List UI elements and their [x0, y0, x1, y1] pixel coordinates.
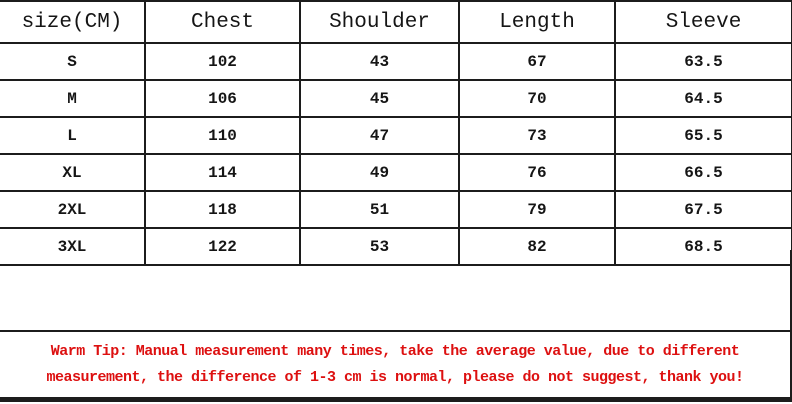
- size-cell: 3XL: [0, 228, 145, 265]
- size-cell: M: [0, 80, 145, 117]
- warning-text-line2: measurement, the difference of 1-3 cm is normal, please do not suggest, thank you!: [46, 368, 744, 386]
- table-row-s: [0, 43, 792, 80]
- sleeve-cell: 66.5: [615, 154, 792, 191]
- table-row-m: [0, 80, 792, 117]
- chest-cell: 122: [145, 228, 300, 265]
- chest-cell: 118: [145, 191, 300, 228]
- size-cell: S: [0, 43, 145, 80]
- length-cell: 67: [459, 43, 615, 80]
- shoulder-cell: 53: [300, 228, 459, 265]
- sleeve-cell: 65.5: [615, 117, 792, 154]
- sleeve-cell: 68.5: [615, 228, 792, 265]
- sleeve-cell: 63.5: [615, 43, 792, 80]
- size-cell: XL: [0, 154, 145, 191]
- chest-cell: 106: [145, 80, 300, 117]
- header-chest: Chest: [145, 1, 300, 43]
- table-row-3xl: [0, 228, 792, 265]
- chest-cell: 110: [145, 117, 300, 154]
- warning-box: [0, 330, 792, 402]
- header-length: Length: [459, 1, 615, 43]
- chest-cell: 114: [145, 154, 300, 191]
- shoulder-cell: 51: [300, 191, 459, 228]
- sleeve-cell: 64.5: [615, 80, 792, 117]
- length-cell: 79: [459, 191, 615, 228]
- table-row-l: [0, 117, 792, 154]
- table-row-xl: [0, 154, 792, 191]
- length-cell: 73: [459, 117, 615, 154]
- warning-text-line1: Warm Tip: Manual measurement many times, take the average value, due to different: [50, 342, 740, 360]
- shoulder-cell: 43: [300, 43, 459, 80]
- shoulder-cell: 47: [300, 117, 459, 154]
- header-sleeve: Sleeve: [615, 1, 792, 43]
- header-size: size(CM): [0, 1, 145, 43]
- size-cell: 2XL: [0, 191, 145, 228]
- length-cell: 82: [459, 228, 615, 265]
- length-cell: 76: [459, 154, 615, 191]
- table-row-2xl: [0, 191, 792, 228]
- chest-cell: 102: [145, 43, 300, 80]
- size-cell: L: [0, 117, 145, 154]
- shoulder-cell: 45: [300, 80, 459, 117]
- table-header-row: [0, 1, 792, 43]
- header-shoulder: Shoulder: [300, 1, 459, 43]
- length-cell: 70: [459, 80, 615, 117]
- sleeve-cell: 67.5: [615, 191, 792, 228]
- shoulder-cell: 49: [300, 154, 459, 191]
